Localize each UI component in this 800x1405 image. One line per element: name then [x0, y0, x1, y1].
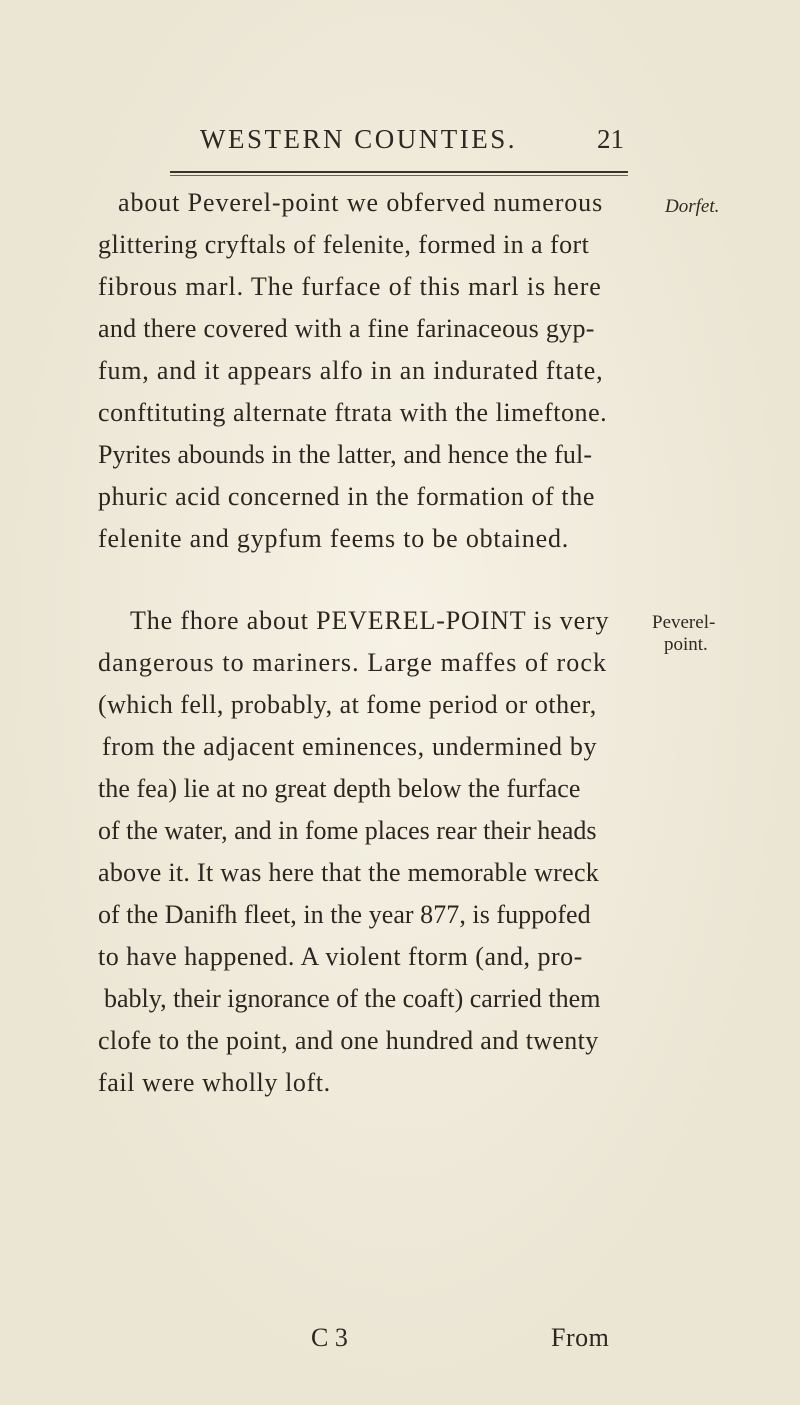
text-line: glittering cryftals of felenite, formed in a fort [98, 230, 590, 259]
text-line: to have happened. A violent ftorm (and, pro- [98, 942, 583, 971]
text-line: (which fell, probably, at fome period or other, [98, 690, 597, 719]
text-line: of the Danifh fleet, in the year 877, is fuppofed [98, 900, 591, 929]
text-line: conftituting alternate ftrata with the limeftone. [98, 398, 608, 427]
text-line: clofe to the point, and one hundred and twenty [98, 1026, 599, 1055]
page-header [200, 120, 630, 160]
text-line: bably, their ignorance of the coaft) carried them [104, 984, 601, 1013]
text-line: Pyrites abounds in the latter, and hence the ful- [98, 440, 593, 469]
running-title: WESTERN COUNTIES. [200, 124, 517, 154]
text-line: the fea) lie at no great depth below the furface [98, 774, 581, 803]
text-line: from the adjacent eminences, undermined by [102, 732, 598, 761]
text-line: about Peverel-point we obferved numerous [118, 188, 604, 217]
text-line: phuric acid concerned in the formation of the [98, 482, 595, 511]
text-line: fibrous marl. The furface of this marl is here [98, 272, 602, 301]
margin-note-county: Dorfet. [665, 196, 720, 217]
signature-mark: C 3 [311, 1323, 348, 1352]
text-line: fail were wholly loft. [98, 1068, 331, 1097]
header-rule-thin [170, 175, 628, 176]
margin-note-place-cont: point. [664, 634, 708, 655]
margin-note-place: Peverel- [652, 612, 716, 633]
page-number: 21 [597, 124, 624, 154]
text-line: and there covered with a fine farinaceous gyp- [98, 314, 595, 343]
text-line: dangerous to mariners. Large maffes of rock [98, 648, 608, 677]
text-line: The fhore about PEVEREL-POINT is very [130, 606, 610, 635]
catchword: From [551, 1323, 610, 1352]
text-line: fum, and it appears alfo in an indurated ftate, [98, 356, 604, 385]
text-line: above it. It was here that the memorable wreck [98, 858, 600, 887]
text-line: felenite and gypfum feems to be obtained. [98, 524, 570, 553]
text-line: of the water, and in fome places rear their heads [98, 816, 597, 845]
header-rule [170, 171, 628, 173]
